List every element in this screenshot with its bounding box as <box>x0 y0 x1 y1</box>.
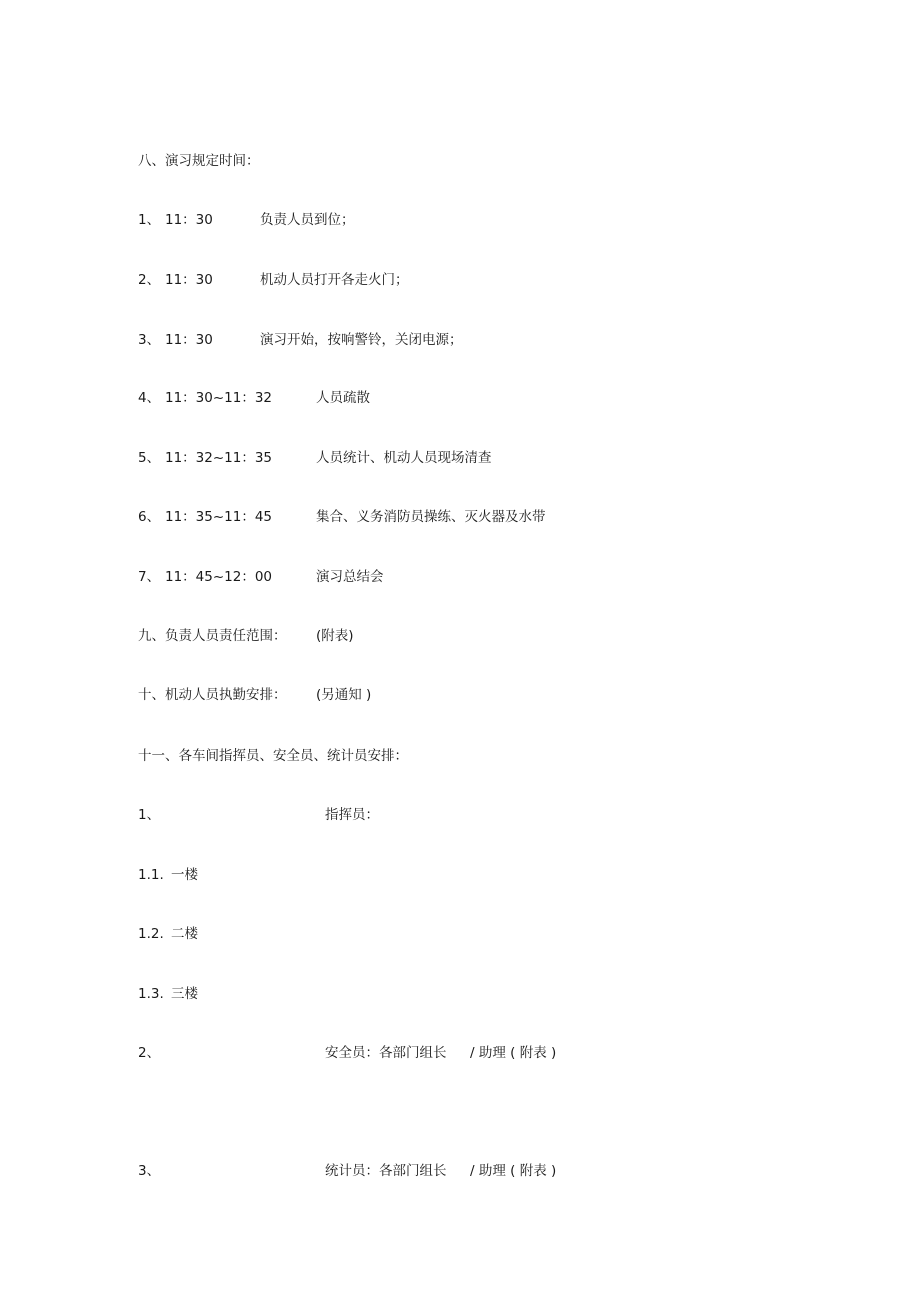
section-9-label: 九、负责人员责任范围： <box>138 628 287 644</box>
statistician-suffix: / 助理 ( 附表 ) <box>470 1163 557 1179</box>
item-description: 演习总结会 <box>316 569 384 585</box>
item-number: 2、 <box>138 272 161 288</box>
item-description: 人员疏散 <box>316 390 370 406</box>
item-description: 负责人员到位； <box>260 212 355 228</box>
floor-number: 1.3. <box>138 986 164 1002</box>
item-time: 11：30 <box>165 272 213 288</box>
item-description: 集合、义务消防员操练、灭火器及水带 <box>316 509 546 525</box>
item-time: 11：30 <box>165 332 213 348</box>
safety-label: 安全员：各部门组长 <box>325 1045 447 1061</box>
item-number: 6、 <box>138 509 161 525</box>
section-8-heading: 八、演习规定时间： <box>138 153 260 169</box>
item-time: 11：45~12：00 <box>165 569 273 585</box>
safety-suffix: / 助理 ( 附表 ) <box>470 1045 557 1061</box>
section-9-note: (附表) <box>316 628 354 644</box>
section-10-label: 十、机动人员执勤安排： <box>138 687 287 703</box>
section-10-note: (另通知 ) <box>316 687 372 703</box>
item-time: 11：30~11：32 <box>165 390 273 406</box>
floor-name: 一楼 <box>171 867 198 883</box>
item-number: 4、 <box>138 390 161 406</box>
item-time: 11：35~11：45 <box>165 509 273 525</box>
commander-label: 指挥员： <box>325 807 379 823</box>
item-number: 5、 <box>138 450 161 466</box>
item-number: 1、 <box>138 212 161 228</box>
floor-number: 1.2. <box>138 926 164 942</box>
item-number: 3、 <box>138 332 161 348</box>
section-11-heading: 十一、各车间指挥员、安全员、统计员安排： <box>138 748 408 764</box>
floor-number: 1.1. <box>138 867 164 883</box>
statistician-number: 3、 <box>138 1163 161 1179</box>
item-time: 11：30 <box>165 212 213 228</box>
safety-number: 2、 <box>138 1045 161 1061</box>
item-description: 人员统计、机动人员现场清查 <box>316 450 492 466</box>
item-time: 11：32~11：35 <box>165 450 273 466</box>
floor-name: 二楼 <box>171 926 198 942</box>
commander-number: 1、 <box>138 807 161 823</box>
statistician-label: 统计员：各部门组长 <box>325 1163 447 1179</box>
item-description: 演习开始，按响警铃，关闭电源； <box>260 332 463 348</box>
item-number: 7、 <box>138 569 161 585</box>
item-description: 机动人员打开各走火门； <box>260 272 409 288</box>
floor-name: 三楼 <box>171 986 198 1002</box>
